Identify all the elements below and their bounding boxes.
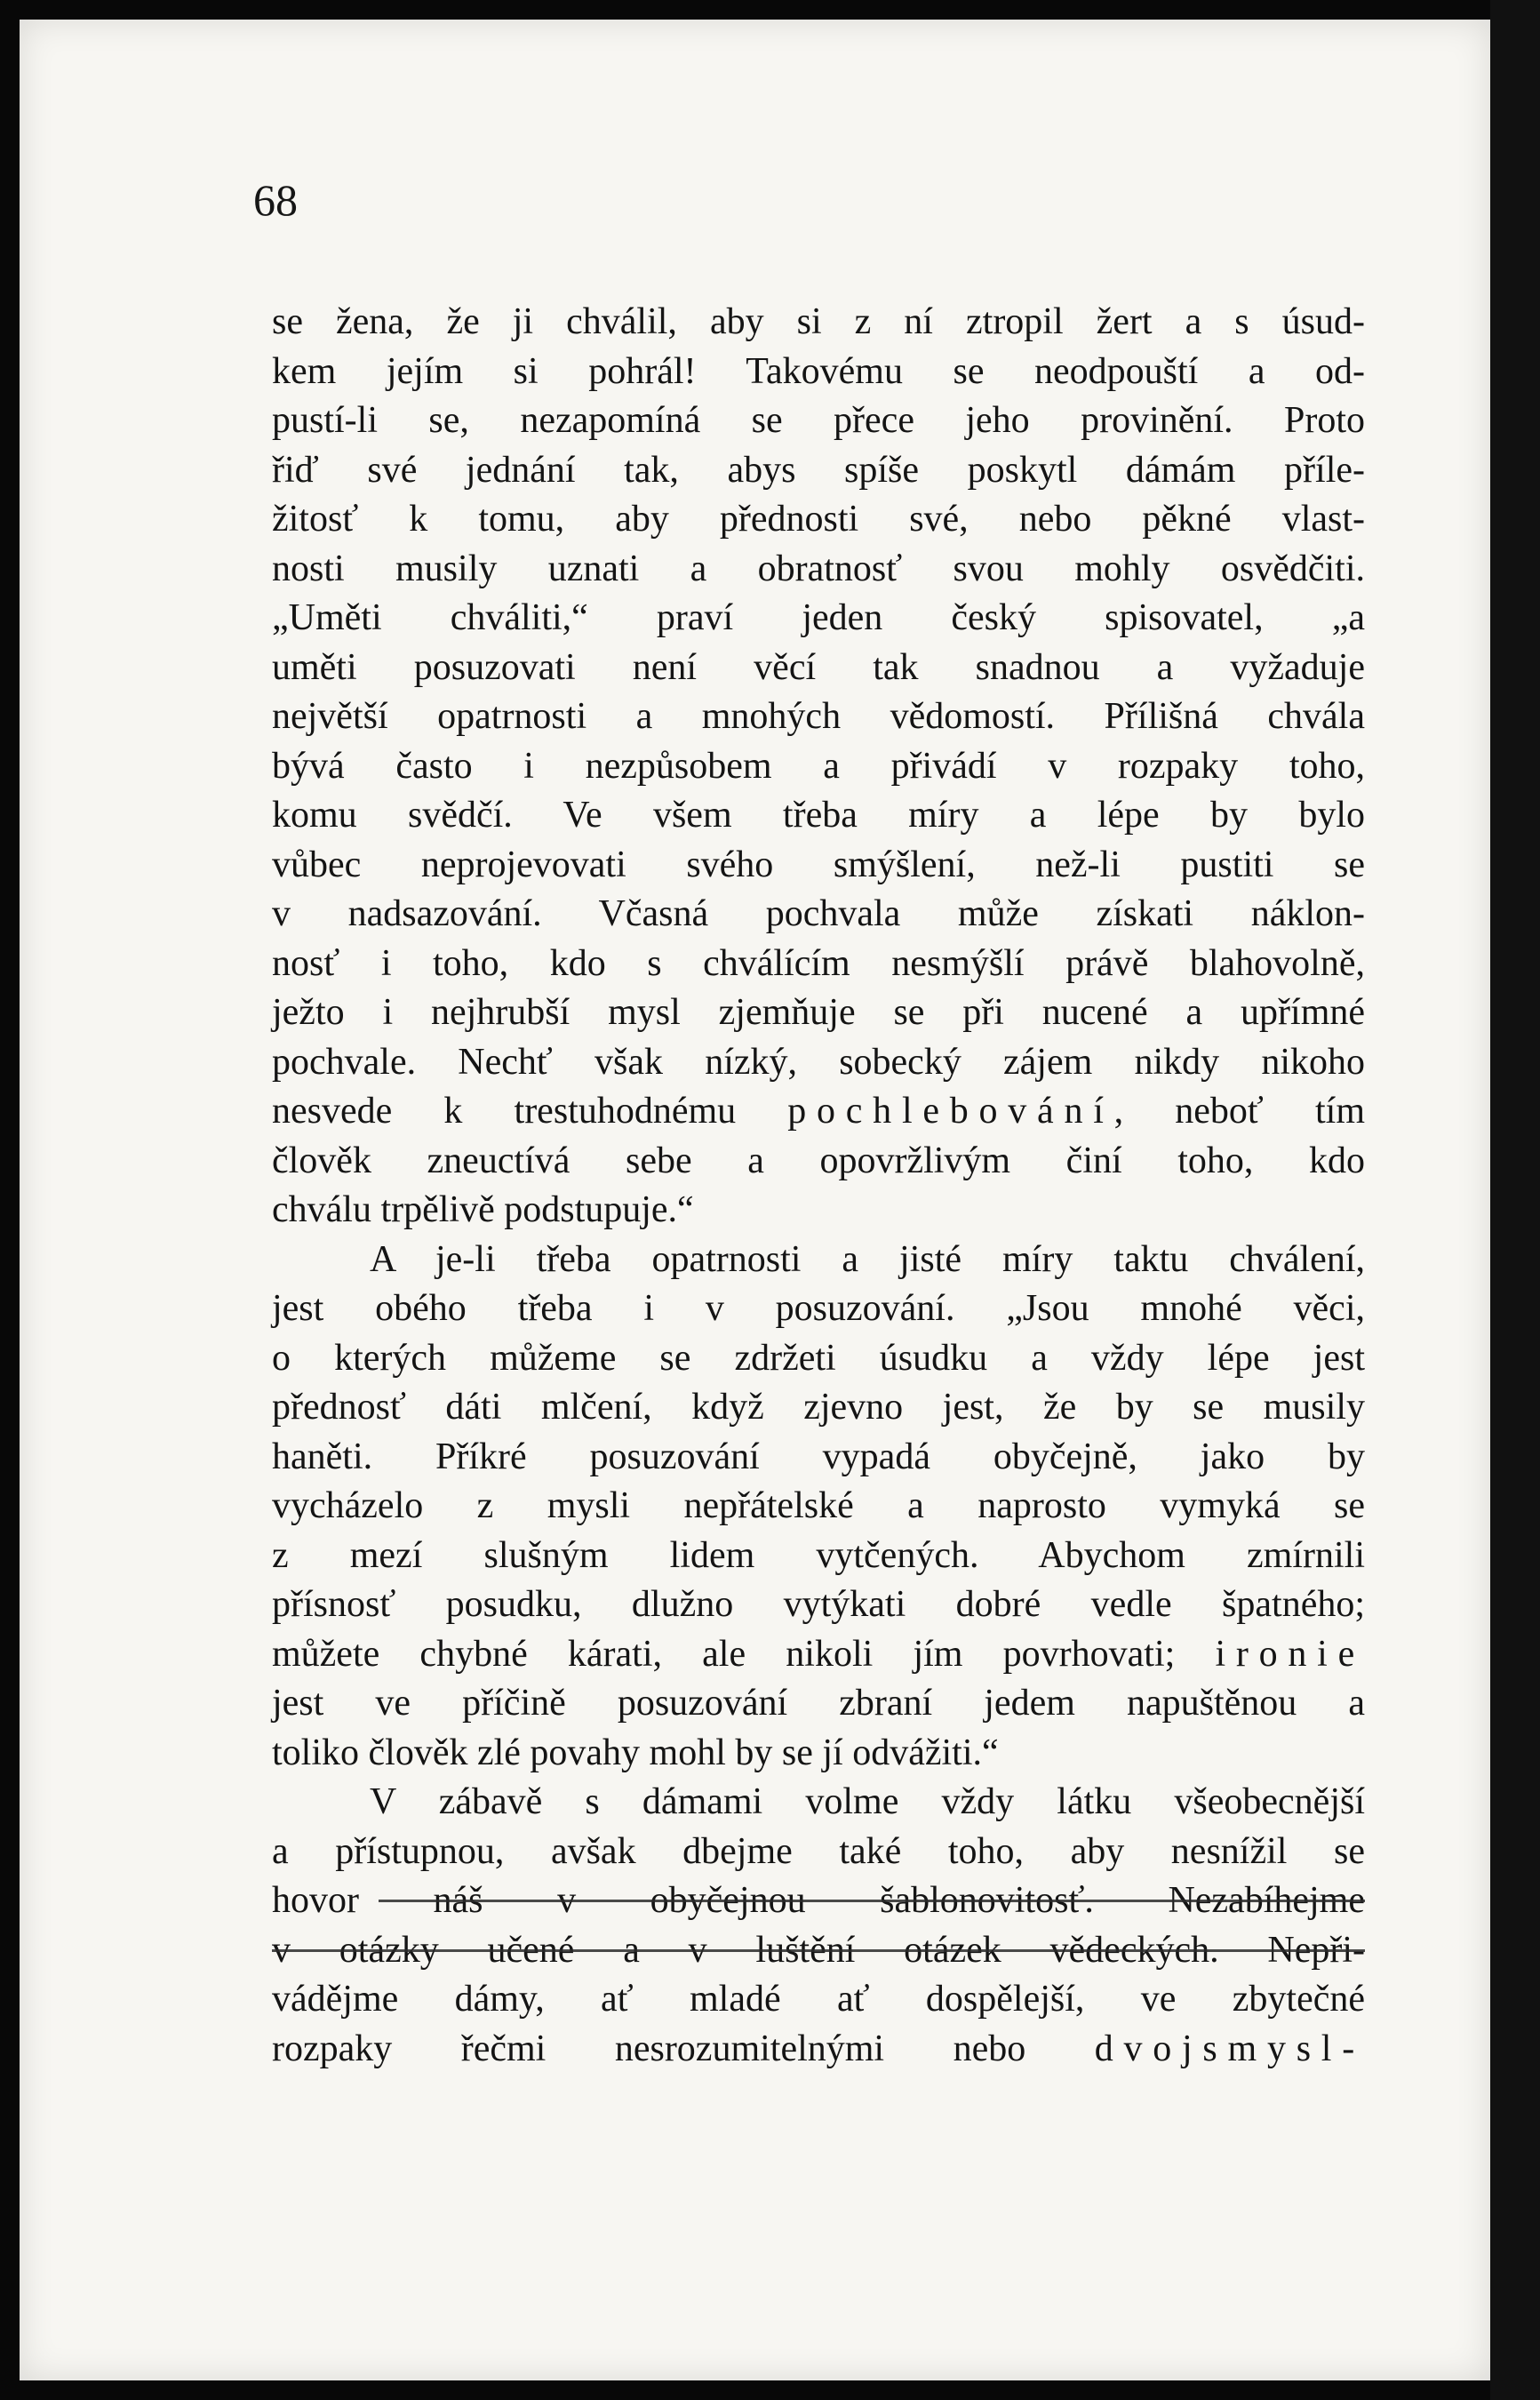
text-line: hovor náš v obyčejnou šablonovitosť. Nezabíhejme	[272, 1880, 1365, 1921]
emphasized-word: dvojsmysl-	[1094, 2028, 1365, 2069]
text-line: vůbec neprojevovati svého smýšlení, než-li pustiti se	[272, 844, 1365, 885]
paragraph-start-line: A je-li třeba opatrnosti a jisté míry taktu chválení,	[370, 1238, 1365, 1280]
pencil-underline	[272, 1949, 1365, 1952]
text-line: člověk zneuctívá sebe a opovržlivým činí toho, kdo	[272, 1140, 1365, 1181]
page-text	[272, 298, 1365, 2074]
text-line: uměti posuzovati není věcí tak snadnou a vyžaduje	[272, 646, 1365, 688]
text-line: ježto i nejhrubší mysl zjemňuje se při nucené a upřímné	[272, 992, 1365, 1033]
text-line: pustí-li se, nezapomíná se přece jeho provinění. Proto	[272, 400, 1365, 441]
page-number: 68	[253, 175, 298, 225]
text-line	[272, 1630, 1365, 1680]
text-line: řiď své jednání tak, abys spíše poskytl dámám příle-	[272, 449, 1365, 491]
text-line: žitosť k tomu, aby přednosti své, nebo pěkné vlast-	[272, 499, 1365, 540]
text-line: toliko člověk zlé povahy mohl by se jí odvážiti.“	[272, 1732, 999, 1773]
text-segment: , neboť tím	[1113, 1091, 1365, 1132]
text-line: komu svědčí. Ve všem třeba míry a lépe by bylo	[272, 795, 1365, 836]
text-segment: můžete chybné kárati, ale nikoli jím povrhovati;	[272, 1633, 1176, 1675]
text-line: o kterých můžeme se zdržeti úsudku a vždy lépe jest	[272, 1337, 1365, 1379]
text-line: z mezí slušným lidem vytčených. Abychom zmírnili	[272, 1534, 1365, 1576]
emphasized-word: ironie	[1215, 1633, 1365, 1675]
text-line: se žena, že ji chválil, aby si z ní ztropil žert a s úsud-	[272, 301, 1365, 342]
text-line: haněti. Příkré posuzování vypadá obyčejně, jako by	[272, 1436, 1365, 1477]
emphasized-word: pochlebování	[787, 1091, 1114, 1132]
text-segment: rozpaky řečmi nesrozumitelnými nebo	[272, 2028, 1026, 2069]
text-line: v nadsazování. Včasná pochvala může získati náklon-	[272, 893, 1365, 934]
text-line: „Uměti chváliti,“ praví jeden český spisovatel, „a	[272, 597, 1365, 638]
text-line: kem jejím si pohrál! Takovému se neodpouští a od-	[272, 350, 1365, 392]
paragraph-start-line: V zábavě s dámami volme vždy látku všeobecnější	[370, 1781, 1365, 1822]
text-line: nosť i toho, kdo s chválícím nesmýšlí právě blahovolně,	[272, 942, 1365, 984]
text-line: chválu trpělivě podstupuje.“	[272, 1189, 694, 1230]
text-line: v otázky učené a v luštění otázek vědeckých. Nepři-	[272, 1929, 1365, 1971]
text-line	[272, 1087, 1365, 1137]
text-line: jest obého třeba i v posuzování. „Jsou mnohé věci,	[272, 1288, 1365, 1329]
text-line: pochvale. Nechť však nízký, sobecký zájem nikdy nikoho	[272, 1041, 1365, 1083]
text-line	[272, 2025, 1365, 2075]
text-segment: nesvede k trestuhodnému	[272, 1091, 737, 1132]
text-line: přísnosť posudku, dlužno vytýkati dobré vedle špatného;	[272, 1584, 1365, 1625]
text-line: a přístupnou, avšak dbejme také toho, aby nesnížil se	[272, 1830, 1365, 1872]
page-edge-shadow	[1490, 0, 1540, 2400]
text-line: vycházelo z mysli nepřátelské a naprosto vymyká se	[272, 1485, 1365, 1526]
text-line: bývá často i nezpůsobem a přivádí v rozpaky toho,	[272, 745, 1365, 787]
text-line: nosti musily uznati a obratnosť svou mohly osvědčiti.	[272, 548, 1365, 589]
text-line: největší opatrnosti a mnohých vědomostí. Přílišná chvála	[272, 696, 1365, 737]
text-line: jest ve příčině posuzování zbraní jedem napuštěnou a	[272, 1683, 1365, 1724]
text-line: vádějme dámy, ať mladé ať dospělejší, ve zbytečné	[272, 1979, 1365, 2020]
pencil-underline	[379, 1900, 1365, 1902]
text-line: přednosť dáti mlčení, když zjevno jest, že by se musily	[272, 1387, 1365, 1428]
